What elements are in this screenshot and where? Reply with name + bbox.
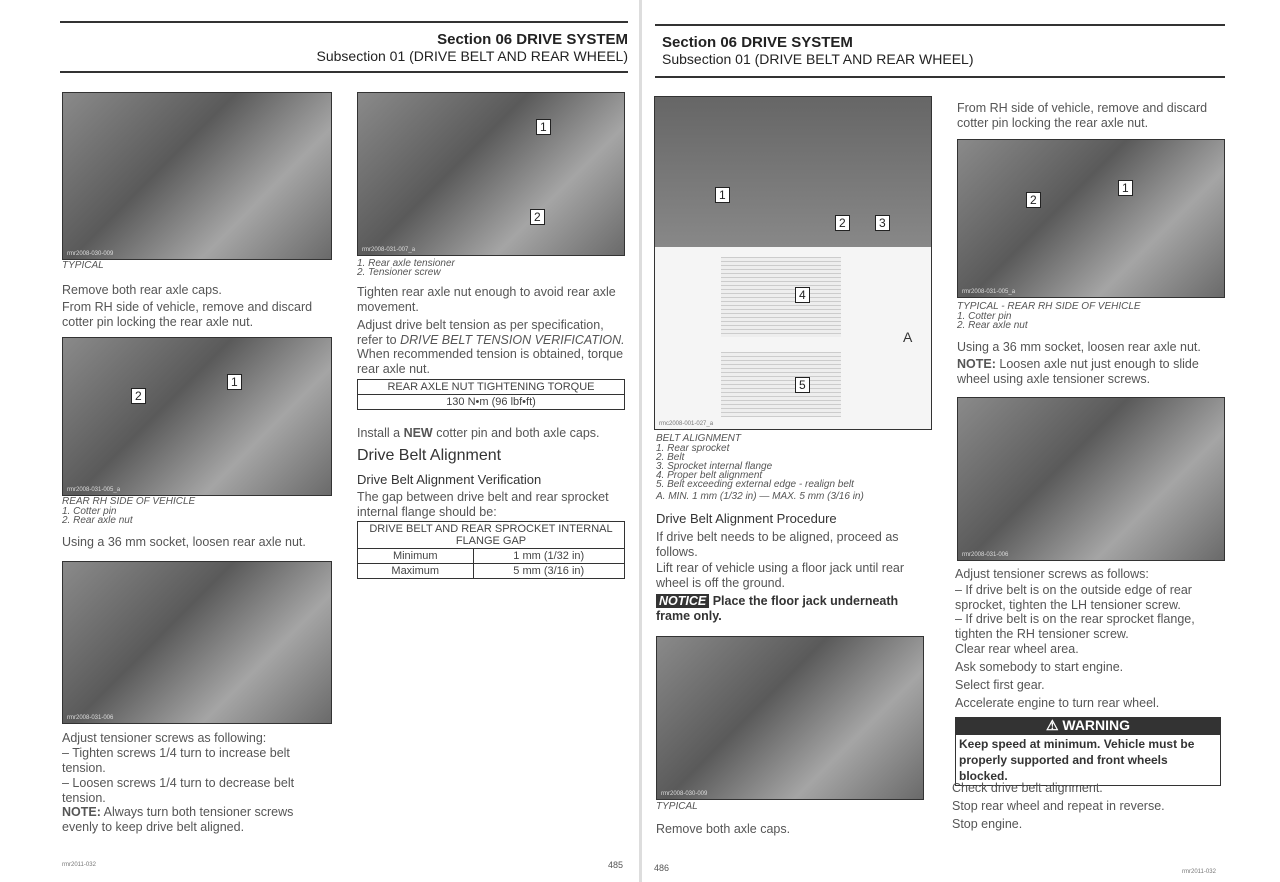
- legend-item: 1. Rear axle tensioner: [357, 258, 455, 269]
- photo-tensioner: rmr2008-031-006: [62, 561, 332, 724]
- photo-typical-jack: rmr2008-030-009: [62, 92, 332, 260]
- note-text: Always turn both tensioner screws evenly to keep drive belt aligned.: [62, 805, 294, 834]
- table-header: REAR AXLE NUT TIGHTENING TORQUE: [358, 380, 625, 395]
- page-number: 486: [654, 863, 670, 873]
- paragraph: Using a 36 mm socket, loosen rear axle nut.: [957, 340, 1201, 354]
- step: Check drive belt alignment.: [952, 781, 1103, 795]
- callout: 5: [795, 377, 810, 393]
- legend-item: 2. Rear axle nut: [957, 320, 1028, 331]
- gap-table: [357, 521, 625, 579]
- paragraph: Using a 36 mm socket, loosen rear axle nut.: [62, 535, 306, 549]
- notice-label: NOTICE: [656, 594, 709, 608]
- paragraph: Remove both axle caps.: [656, 822, 791, 836]
- legend-item: 2. Tensioner screw: [357, 267, 441, 278]
- paragraph: If drive belt needs to be aligned, proceed as follows.: [656, 530, 899, 559]
- legend-item: 3. Sprocket internal flange: [656, 461, 773, 472]
- legend-item: 1. Cotter pin: [957, 311, 1012, 322]
- step: Stop rear wheel and repeat in reverse.: [952, 799, 1165, 813]
- legend-item: 5. Belt exceeding external edge - realign belt: [656, 479, 854, 490]
- table-cell: 130 N•m (96 lbf•ft): [358, 395, 625, 410]
- step: Select first gear.: [955, 678, 1045, 692]
- section-title: Section 06 DRIVE SYSTEM: [662, 34, 853, 51]
- warning-text: Keep speed at minimum. Vehicle must be properly supported and front wheels blocked.: [955, 734, 1221, 786]
- page-number: 485: [608, 860, 624, 870]
- table-cell: Minimum: [358, 549, 474, 564]
- callout: 4: [795, 287, 810, 303]
- section-title: Section 06 DRIVE SYSTEM: [437, 31, 628, 48]
- table-cell: 1 mm (1/32 in): [473, 549, 625, 564]
- figure-caption: TYPICAL: [62, 260, 104, 271]
- photo-tensioner: rmr2008-031-006: [957, 397, 1225, 561]
- table-header: DRIVE BELT AND REAR SPROCKET INTERNAL FLANGE GAP: [358, 522, 625, 549]
- warning-box: [955, 717, 1221, 786]
- paragraph: When recommended tension is obtained, torque rear axle nut.: [357, 347, 624, 376]
- bullet-item: – Tighten screws 1/4 turn to increase belt tension.: [62, 746, 290, 775]
- note-label: NOTE:: [62, 805, 101, 819]
- table-cell: 5 mm (3/16 in): [473, 564, 625, 579]
- step: Ask somebody to start engine.: [955, 660, 1124, 674]
- bullet-item: – If drive belt is on the rear sprocket flange, tighten the RH tensioner screw.: [955, 612, 1195, 641]
- subsection-title: Subsection 01 (DRIVE BELT AND REAR WHEEL): [662, 51, 974, 67]
- callout: 1: [715, 187, 730, 203]
- step: Clear rear wheel area.: [955, 642, 1079, 656]
- figure-caption: TYPICAL - REAR RH SIDE OF VEHICLE: [957, 301, 1141, 312]
- figure-caption: REAR RH SIDE OF VEHICLE: [62, 496, 196, 507]
- paragraph: Adjust drive belt tension as per specification, refer to DRIVE BELT TENSION VERIFICATION.: [357, 318, 625, 347]
- paragraph: Tighten rear axle nut enough to avoid rear axle movement.: [357, 285, 616, 314]
- doc-code: rmr2011-032: [1182, 869, 1216, 875]
- callout: 2: [131, 388, 146, 404]
- callout: 2: [835, 215, 850, 231]
- photo-rear-rh-side: 1 2 rmr2008-031-005_a: [957, 139, 1225, 298]
- note: NOTE: Loosen axle nut just enough to slide wheel using axle tensioner screws.: [957, 357, 1199, 386]
- paragraph: Remove both rear axle caps.: [62, 283, 222, 297]
- paragraph: From RH side of vehicle, remove and discard cotter pin locking the rear axle nut.: [957, 101, 1208, 130]
- legend-item: 2. Belt: [656, 452, 685, 463]
- paragraph: Adjust tensioner screws as following:: [62, 731, 267, 745]
- photo-axle-tensioner: 1 2 rmr2008-031-007_a: [357, 92, 625, 256]
- heading: Drive Belt Alignment: [357, 447, 502, 464]
- legend-item: 2. Rear axle nut: [62, 515, 133, 526]
- subheading: Drive Belt Alignment Verification: [357, 472, 542, 487]
- bullet-item: – If drive belt is on the outside edge of rear sprocket, tighten the LH tensioner screw.: [955, 583, 1192, 612]
- legend-item: 1. Cotter pin: [62, 506, 117, 517]
- page-gutter: [639, 0, 642, 882]
- notice: NOTICE Place the floor jack underneath frame only.: [656, 594, 899, 623]
- subheading: Drive Belt Alignment Procedure: [656, 511, 837, 526]
- table-cell: Maximum: [358, 564, 474, 579]
- paragraph: Adjust tensioner screws as follows:: [955, 567, 1149, 581]
- paragraph: Lift rear of vehicle using a floor jack until rear wheel is off the ground.: [656, 561, 905, 590]
- callout: 3: [875, 215, 890, 231]
- legend-item: A. MIN. 1 mm (1/32 in) — MAX. 5 mm (3/16 in): [656, 491, 864, 502]
- callout: 1: [1118, 180, 1133, 196]
- legend-item: 4. Proper belt alignment: [656, 470, 763, 481]
- note: [62, 805, 332, 835]
- callout: 1: [227, 374, 242, 390]
- warning-label: ⚠ WARNING: [955, 717, 1221, 734]
- photo-typical-jack: rmr2008-030-009: [656, 636, 924, 800]
- callout: 1: [536, 119, 551, 135]
- doc-code: rmr2011-032: [62, 862, 96, 868]
- figure-caption: TYPICAL: [656, 801, 698, 812]
- step: Stop engine.: [952, 817, 1023, 831]
- paragraph: The gap between drive belt and rear sprocket internal flange should be:: [357, 490, 609, 519]
- callout: 2: [530, 209, 545, 225]
- link-belt-tension[interactable]: DRIVE BELT TENSION VERIFICATION.: [400, 333, 625, 347]
- photo-rear-rh-side: 1 2 rmr2008-031-005_a: [62, 337, 332, 496]
- paragraph: Install a NEW cotter pin and both axle caps.: [357, 426, 600, 440]
- step: Accelerate engine to turn rear wheel.: [955, 696, 1160, 710]
- dimension-label: A: [903, 329, 913, 345]
- diagram-belt-alignment: 1 2 3 4 5 A rmc2008-001-027_a: [654, 96, 932, 430]
- subsection-title: Subsection 01 (DRIVE BELT AND REAR WHEEL): [316, 48, 628, 64]
- legend-item: 1. Rear sprocket: [656, 443, 730, 454]
- bullet-item: – Loosen screws 1/4 turn to decrease belt tension.: [62, 776, 295, 805]
- paragraph: From RH side of vehicle, remove and discard cotter pin locking the rear axle nut.: [62, 300, 313, 329]
- figure-caption: BELT ALIGNMENT: [656, 433, 742, 444]
- callout: 2: [1026, 192, 1041, 208]
- torque-table: [357, 379, 625, 410]
